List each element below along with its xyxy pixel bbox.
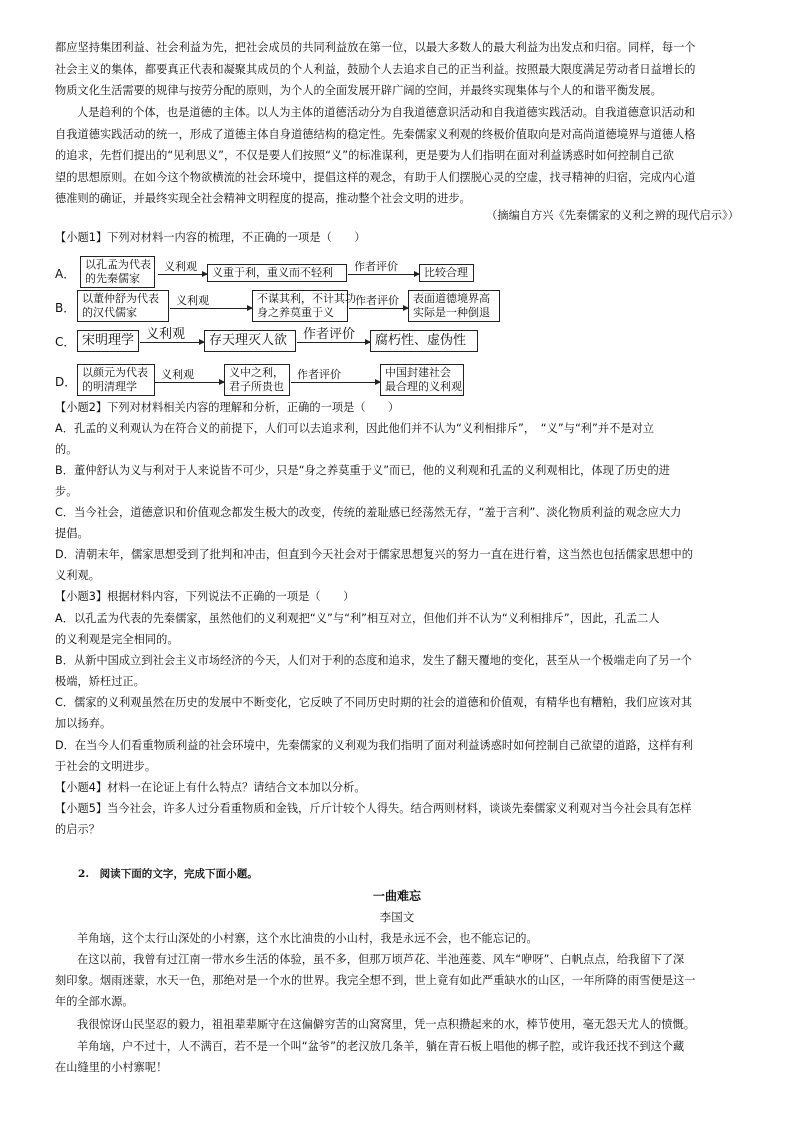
evaluation-label: 作者评价	[354, 260, 398, 273]
evaluation-box	[380, 364, 464, 396]
box-text: 以孔孟为代表	[85, 258, 151, 271]
paragraph-line: 望的思想原则。在如今这个物欲横流的社会环境中，提倡这样的观念，有助于人们摆脱心灵的空虚，找寻精神的归宿，完成内心道	[55, 170, 696, 184]
article-paragraph-line: 羊角垴，户不过十，人不满百，若不是一个叫“盆爷”的老汉放几条羊，躺在青石板上唱他的梆子腔，或许我还找不到这个藏	[77, 1040, 685, 1053]
article-paragraph-line: 在山缝里的小村寨呢！	[55, 1061, 168, 1074]
option-line: 义利观。	[55, 569, 100, 582]
option-line: D．在当今人们看重物质利益的社会环境中，先秦儒家的义利观为我们指明了面对利益诱惑时如何控制自己欲望的道路，这样有利	[55, 739, 693, 752]
box-text: 中国封建社会	[385, 366, 451, 379]
option-line: 加以扬弃。	[55, 717, 112, 730]
evaluation-box	[419, 264, 474, 282]
box-text: 身之养莫重于义	[257, 306, 334, 319]
box-text: 存天理灭人欲	[209, 333, 288, 348]
view-box	[204, 330, 296, 352]
view-arrow	[155, 382, 224, 383]
subject-box	[77, 290, 169, 322]
view-arrow	[158, 274, 207, 275]
evaluation-box	[370, 330, 478, 352]
box-text: 以颜元为代表	[82, 366, 148, 379]
article-paragraph-line: 在这以前，我曾有过江南一带水乡生活的体验，虽不多，但那万顷芦花、半池莲菱、风车“咿呀”、白帆点点，给我留下了深	[77, 953, 685, 966]
view-label: 义利观	[176, 294, 209, 307]
article-title: 一曲难忘	[372, 889, 422, 903]
box-text: 以董仲舒为代表	[82, 292, 159, 305]
option-line: 于社会的文明进步。	[55, 760, 157, 773]
box-text: 义中之利，	[229, 366, 284, 379]
view-label: 义利观	[146, 327, 186, 342]
option-line: A．孔孟的义利观认为在符合义的前提下，人们可以去追求利，因此他们并不认为“义利相排斥”， “义”与“利”并不是对立	[55, 422, 655, 435]
option-letter: C．	[55, 335, 76, 349]
option-line: 提倡。	[55, 527, 89, 540]
option-line: C．当今社会，道德意识和价值观念都发生极大的改变，传统的羞耻感已经荡然无存，“羞于言利”、淡化物质利益的观念应大力	[55, 506, 682, 519]
view-label: 义利观	[161, 368, 194, 381]
question-2-stem: 【小题2】下列对材料相关内容的理解和分析，正确的一项是（ ）	[55, 401, 400, 414]
box-text: 最合理的义利观	[385, 380, 462, 393]
evaluation-arrow	[349, 308, 408, 309]
box-text: 的明清理学	[82, 380, 137, 393]
article-paragraph-line: 刻印象。烟雨迷蒙，水天一色，那绝对是一个水的世界。我完全想不到，世上竟有如此严重缺水的山区，一年所降的雨雪便是这一	[55, 974, 696, 987]
paragraph-line: 都应坚持集团利益、社会利益为先，把社会成员的共同利益放在第一位，以最大多数人的最大利益为出发点和归宿。同样，每一个	[55, 41, 696, 54]
box-text: 表面道德境界高	[413, 292, 490, 305]
option-line: 的。	[55, 443, 78, 456]
question-3-stem: 【小题3】根据材料内容，下列说法不正确的一项是（ ）	[55, 590, 355, 603]
evaluation-label: 作者评价	[297, 368, 341, 381]
evaluation-label: 作者评价	[355, 294, 399, 307]
evaluation-label: 作者评价	[303, 327, 356, 342]
paragraph-line: 自我道德实践活动的统一，形成了道德主体自身道德结构的稳定性。先秦儒家义利观的终极价值取向是对高尚道德境界与道德人格	[55, 127, 696, 141]
evaluation-arrow	[297, 342, 370, 343]
paragraph-line: 的追求，先哲们提出的“见利思义”，不仅是要人们按照“义”的标准谋利，更是要为人们指明在面对利益诱惑时如何控制自己欲	[55, 149, 674, 162]
box-text: 的先秦儒家	[85, 272, 140, 285]
view-arrow	[140, 342, 204, 343]
option-line: A．以孔孟为代表的先秦儒家，虽然他们的义利观把“义”与“利”相互对立，但他们并不认为“义利相排斥”，因此，孔孟二人	[55, 612, 660, 625]
option-line: C．儒家的义利观虽然在历史的发展中不断变化，它反映了不同历史时期的社会的道德和价值观，有精华也有糟粕，我们应该对其	[55, 696, 693, 709]
view-box	[252, 290, 356, 322]
option-line: 极端，矫枉过正。	[55, 675, 145, 688]
view-label: 义利观	[164, 260, 197, 273]
box-text: 不谋其利，不计其功	[257, 292, 356, 305]
subject-box	[80, 256, 155, 288]
article-author: 李国文	[379, 910, 415, 924]
view-arrow	[170, 308, 252, 309]
question-1-stem: 【小题1】下列对材料一内容的梳理，不正确的一项是（ ）	[55, 231, 366, 244]
source-citation: （摘编自方兴《先秦儒家的义利之辨的现代启示》）	[486, 209, 739, 222]
paragraph-line: 物质文化生活需要的规律与按劳分配的原则，为个人的全面发展开辟广阔的空间，并最终实现集体与个人的和谐平衡发展。	[55, 84, 662, 97]
option-line: B．董仲舒认为义与利对于人来说皆不可少，只是“身之养莫重于义”而已，他的义利观和孔孟的义利观相比，体现了历史的进	[55, 464, 671, 477]
option-line: B．从新中国成立到社会主义市场经济的今天，人们对于利的态度和追求，发生了翻天覆地的变化，甚至从一个极端走向了另一个	[55, 654, 693, 667]
option-line: 的义利观是完全相同的。	[55, 633, 179, 646]
evaluation-arrow	[291, 382, 380, 383]
view-box	[224, 364, 290, 396]
box-text: 宋明理学	[82, 333, 135, 348]
option-line: D．清朝末年，儒家思想受到了批判和冲击，但直到今天社会对于儒家思想复兴的努力一直在进行着，这当然也包括儒家思想中的	[55, 548, 693, 561]
option-letter: A．	[55, 267, 76, 281]
evaluation-arrow	[348, 274, 419, 275]
evaluation-box	[408, 290, 500, 322]
subject-box	[77, 364, 155, 396]
box-text: 比较合理	[424, 266, 468, 279]
section-2-instruction: 2. 阅读下面的文字，完成下面小题。	[78, 868, 258, 880]
paragraph-line: 德准则的确证，并最终实现全社会精神文明程度的提高，推动整个社会文明的进步。	[55, 192, 471, 205]
box-text: 的汉代儒家	[82, 306, 137, 319]
view-box	[207, 264, 347, 282]
box-text: 义重于利，重义而不轻利	[212, 266, 333, 279]
question-5-line: 的启示？	[55, 823, 100, 836]
option-line: 步。	[55, 485, 78, 498]
question-5-line: 【小题5】当今社会，许多人过分看重物质和金钱，斤斤计较个人得失。结合两则材料，谈谈先秦儒家义利观对当今社会具有怎样	[55, 802, 692, 815]
box-text: 实际是一种倒退	[413, 306, 490, 319]
question-4: 【小题4】材料一在论证上有什么特点？请结合文本加以分析。	[55, 781, 366, 794]
subject-box	[77, 330, 139, 352]
paragraph-line: 社会主义的集体，都要真正代表和凝聚其成员的个人利益，鼓励个人去追求自己的正当利益。按照最大限度满足劳动者日益增长的	[55, 62, 696, 76]
paragraph-line: 人是趋利的个体，也是道德的主体。以人为主体的道德活动分为自我道德意识活动和自我道德实践活动。自我道德意识活动和	[77, 106, 696, 119]
article-paragraph-line: 年的全部水源。	[55, 995, 134, 1008]
box-text: 君子所贵也	[229, 380, 284, 393]
option-letter: D．	[55, 375, 77, 389]
box-text: 腐朽性、虚伪性	[375, 333, 467, 348]
option-letter: B．	[55, 301, 76, 315]
article-paragraph-line: 我很惊讶山民坚忍的毅力，祖祖辈辈厮守在这偏僻穷苦的山窝窝里，凭一点积攒起来的水，棒节使用，毫无怨天尤人的愤慨。	[77, 1018, 696, 1031]
article-paragraph-line: 羊角垴，这个太行山深处的小村寨，这个水比油贵的小山村，我是永远不会，也不能忘记的。	[77, 932, 538, 945]
